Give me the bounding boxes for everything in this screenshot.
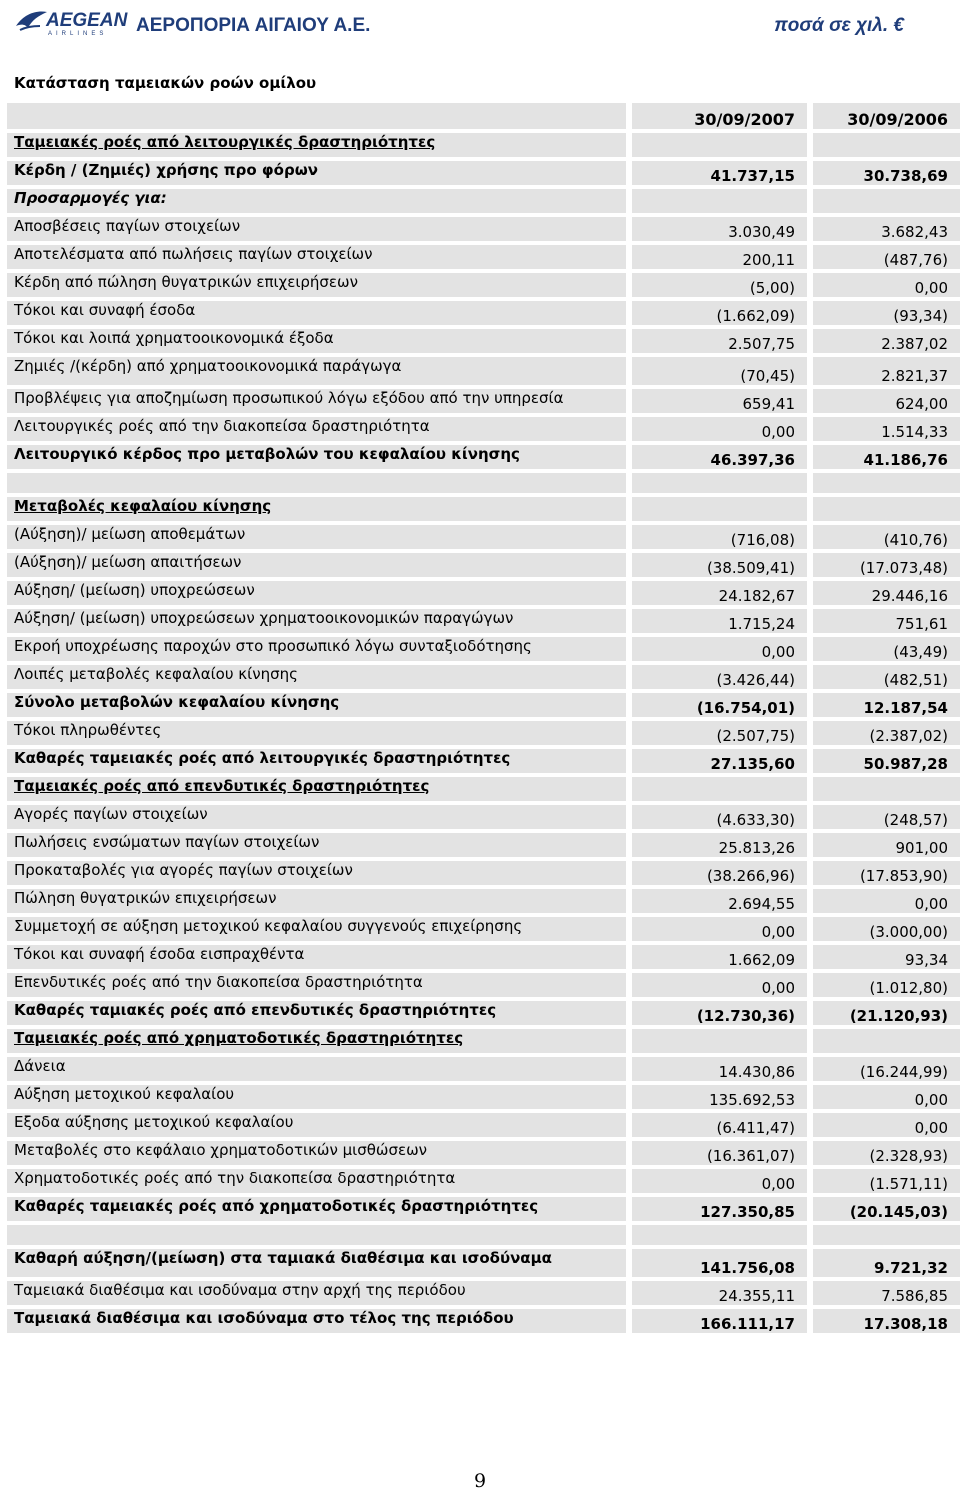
value-2006: (3.000,00) <box>813 917 960 941</box>
table-row <box>7 1249 960 1277</box>
table-row <box>7 1113 960 1137</box>
value-2006: 30.738,69 <box>813 161 960 185</box>
table-row <box>7 945 960 969</box>
table-row <box>7 917 960 941</box>
aegean-logo <box>14 4 128 40</box>
row-label: Μεταβολές κεφαλαίου κίνησης <box>7 497 626 521</box>
cash-flow-table <box>7 99 960 1337</box>
spacer-row <box>7 473 960 493</box>
value-2006: 3.682,43 <box>813 217 960 241</box>
value-2007 <box>632 189 807 213</box>
value-2007: (16.754,01) <box>632 693 807 717</box>
value-2006: (487,76) <box>813 245 960 269</box>
value-2006: (17.853,90) <box>813 861 960 885</box>
table-row <box>7 581 960 605</box>
row-label: Αύξηση μετοχικού κεφαλαίου <box>7 1085 626 1109</box>
value-2006: 2.387,02 <box>813 329 960 353</box>
row-label: Αγορές παγίων στοιχείων <box>7 805 626 829</box>
row-label: Ταμειακά διαθέσιμα και ισοδύναμα στην αρχή της περιόδου <box>7 1281 626 1305</box>
value-2006: (410,76) <box>813 525 960 549</box>
row-label: Καθαρή αύξηση/(μείωση) στα ταμιακά διαθέσιμα και ισοδύναμα <box>7 1249 626 1277</box>
row-label: Λειτουργικό κέρδος προ μεταβολών του κεφαλαίου κίνησης <box>7 445 626 469</box>
row-label: Αύξηση/ (μείωση) υποχρεώσεων χρηματοοικονομικών παραγώγων <box>7 609 626 633</box>
table-row <box>7 525 960 549</box>
value-2007: 46.397,36 <box>632 445 807 469</box>
table-row <box>7 861 960 885</box>
row-label: Εκροή υποχρέωσης παροχών στο προσωπικό λόγω συνταξιοδότησης <box>7 637 626 661</box>
value-2006 <box>813 497 960 521</box>
table-row <box>7 1057 960 1081</box>
table-row <box>7 1169 960 1193</box>
value-2006: 50.987,28 <box>813 749 960 773</box>
value-2006: (1.012,80) <box>813 973 960 997</box>
table-row <box>7 389 960 413</box>
value-2006 <box>813 1225 960 1245</box>
value-2006: 41.186,76 <box>813 445 960 469</box>
row-label <box>7 1225 626 1245</box>
row-label: Πώληση θυγατρικών επιχειρήσεων <box>7 889 626 913</box>
value-2007: 0,00 <box>632 637 807 661</box>
row-label: Τόκοι και συναφή έσοδα <box>7 301 626 325</box>
value-2007: 25.813,26 <box>632 833 807 857</box>
value-2007: 659,41 <box>632 389 807 413</box>
value-2007: 24.355,11 <box>632 1281 807 1305</box>
table-row <box>7 889 960 913</box>
value-2006: (17.073,48) <box>813 553 960 577</box>
value-2007: (716,08) <box>632 525 807 549</box>
value-2007: (5,00) <box>632 273 807 297</box>
row-label: Τόκοι και συναφή έσοδα εισπραχθέντα <box>7 945 626 969</box>
value-2007: (4.633,30) <box>632 805 807 829</box>
row-label: Ταμειακές ροές από χρηματοδοτικές δραστηριότητες <box>7 1029 626 1053</box>
table-row <box>7 133 960 157</box>
row-label: Αποτελέσματα από πωλήσεις παγίων στοιχείων <box>7 245 626 269</box>
value-2007: 135.692,53 <box>632 1085 807 1109</box>
value-2007: (38.266,96) <box>632 861 807 885</box>
value-2007: 1.662,09 <box>632 945 807 969</box>
value-2006: 17.308,18 <box>813 1309 960 1333</box>
row-label: Λοιπές μεταβολές κεφαλαίου κίνησης <box>7 665 626 689</box>
row-label: Τόκοι πληρωθέντες <box>7 721 626 745</box>
row-label: Καθαρές ταμιακές ροές από επενδυτικές δραστηριότητες <box>7 1001 626 1025</box>
table-row <box>7 749 960 773</box>
value-2007: (70,45) <box>632 357 807 385</box>
table-row <box>7 721 960 745</box>
value-2006: 30/09/2006 <box>813 103 960 129</box>
table-row <box>7 417 960 441</box>
table-row <box>7 1197 960 1221</box>
logo-subtitle: AIRLINES <box>48 31 108 37</box>
value-2007: 0,00 <box>632 917 807 941</box>
amount-unit: ποσά σε χιλ. € <box>774 15 904 36</box>
table-row <box>7 1085 960 1109</box>
table-row <box>7 1029 960 1053</box>
value-2007: (1.662,09) <box>632 301 807 325</box>
value-2006: 12.187,54 <box>813 693 960 717</box>
value-2007 <box>632 1029 807 1053</box>
value-2007 <box>632 473 807 493</box>
value-2007: (38.509,41) <box>632 553 807 577</box>
row-label: (Αύξηση)/ μείωση απαιτήσεων <box>7 553 626 577</box>
table-row <box>7 833 960 857</box>
table-row <box>7 161 960 185</box>
table-row <box>7 445 960 469</box>
value-2007: (16.361,07) <box>632 1141 807 1165</box>
value-2006: (2.328,93) <box>813 1141 960 1165</box>
table-row <box>7 357 960 385</box>
value-2006: 0,00 <box>813 889 960 913</box>
logo-text: AEGEAN <box>46 10 128 31</box>
table-row <box>7 1281 960 1305</box>
table-row <box>7 301 960 325</box>
value-2007: 141.756,08 <box>632 1249 807 1277</box>
table-row <box>7 245 960 269</box>
value-2007: 3.030,49 <box>632 217 807 241</box>
row-label: Λειτουργικές ροές από την διακοπείσα δραστηριότητα <box>7 417 626 441</box>
value-2007 <box>632 777 807 801</box>
table-row <box>7 1001 960 1025</box>
row-label <box>7 103 626 129</box>
value-2007 <box>632 1225 807 1245</box>
value-2007: 27.135,60 <box>632 749 807 773</box>
value-2006: 2.821,37 <box>813 357 960 385</box>
page-header <box>0 0 960 48</box>
value-2006 <box>813 1029 960 1053</box>
row-label: Κέρδη από πώληση θυγατρικών επιχειρήσεων <box>7 273 626 297</box>
row-label: Μεταβολές στο κεφάλαιο χρηματοδοτικών μισθώσεων <box>7 1141 626 1165</box>
value-2006: 624,00 <box>813 389 960 413</box>
value-2007: 127.350,85 <box>632 1197 807 1221</box>
value-2006: (482,51) <box>813 665 960 689</box>
row-label: Ταμειακές ροές από επενδυτικές δραστηριότητες <box>7 777 626 801</box>
value-2006: (2.387,02) <box>813 721 960 745</box>
value-2007: 1.715,24 <box>632 609 807 633</box>
table-row <box>7 637 960 661</box>
value-2006 <box>813 189 960 213</box>
value-2007: (6.411,47) <box>632 1113 807 1137</box>
table-row <box>7 777 960 801</box>
value-2007 <box>632 133 807 157</box>
row-label: Προκαταβολές για αγορές παγίων στοιχείων <box>7 861 626 885</box>
row-label: Κέρδη / (Ζημιές) χρήσης προ φόρων <box>7 161 626 185</box>
value-2006: (248,57) <box>813 805 960 829</box>
row-label: Καθαρές ταμειακές ροές από χρηματοδοτικές δραστηριότητες <box>7 1197 626 1221</box>
bird-icon <box>14 4 48 38</box>
table-row <box>7 553 960 577</box>
value-2007: (2.507,75) <box>632 721 807 745</box>
value-2007: 2.694,55 <box>632 889 807 913</box>
value-2006 <box>813 133 960 157</box>
value-2006: 93,34 <box>813 945 960 969</box>
value-2006: 901,00 <box>813 833 960 857</box>
table-row <box>7 273 960 297</box>
value-2007: 2.507,75 <box>632 329 807 353</box>
value-2006: 9.721,32 <box>813 1249 960 1277</box>
value-2007: 0,00 <box>632 1169 807 1193</box>
table-row <box>7 189 960 213</box>
table-row <box>7 805 960 829</box>
value-2007: 166.111,17 <box>632 1309 807 1333</box>
row-label: Επενδυτικές ροές από την διακοπείσα δραστηριότητα <box>7 973 626 997</box>
value-2006: 1.514,33 <box>813 417 960 441</box>
value-2007: 0,00 <box>632 973 807 997</box>
table-row <box>7 329 960 353</box>
value-2007: 200,11 <box>632 245 807 269</box>
row-label: Προσαρμογές για: <box>7 189 626 213</box>
row-label: Ταμειακές ροές από λειτουργικές δραστηριότητες <box>7 133 626 157</box>
value-2006 <box>813 473 960 493</box>
table-row <box>7 1309 960 1333</box>
value-2006: (93,34) <box>813 301 960 325</box>
value-2006: 751,61 <box>813 609 960 633</box>
value-2007: 24.182,67 <box>632 581 807 605</box>
column-header-row <box>7 103 960 129</box>
table-row <box>7 1141 960 1165</box>
row-label: Συμμετοχή σε αύξηση μετοχικού κεφαλαίου συγγενούς επιχείρησης <box>7 917 626 941</box>
row-label: Καθαρές ταμειακές ροές από λειτουργικές δραστηριότητες <box>7 749 626 773</box>
value-2006: 7.586,85 <box>813 1281 960 1305</box>
value-2006: (20.145,03) <box>813 1197 960 1221</box>
row-label: Τόκοι και λοιπά χρηματοοικονομικά έξοδα <box>7 329 626 353</box>
row-label: Ταμειακά διαθέσιμα και ισοδύναμα στο τέλος της περιόδου <box>7 1309 626 1333</box>
table-row <box>7 217 960 241</box>
value-2007: 30/09/2007 <box>632 103 807 129</box>
row-label: (Αύξηση)/ μείωση αποθεμάτων <box>7 525 626 549</box>
value-2007: 41.737,15 <box>632 161 807 185</box>
table-row <box>7 665 960 689</box>
value-2006: 29.446,16 <box>813 581 960 605</box>
value-2006: (43,49) <box>813 637 960 661</box>
row-label: Πωλήσεις ενσώματων παγίων στοιχείων <box>7 833 626 857</box>
value-2007: 0,00 <box>632 417 807 441</box>
table-row <box>7 609 960 633</box>
row-label: Ζημιές /(κέρδη) από χρηματοοικονομικά παράγωγα <box>7 357 626 385</box>
value-2007: 14.430,86 <box>632 1057 807 1081</box>
value-2006: 0,00 <box>813 1113 960 1137</box>
table-row <box>7 693 960 717</box>
value-2006: (16.244,99) <box>813 1057 960 1081</box>
value-2007 <box>632 497 807 521</box>
row-label: Χρηματοδοτικές ροές από την διακοπείσα δραστηριότητα <box>7 1169 626 1193</box>
value-2007: (3.426,44) <box>632 665 807 689</box>
value-2006: (21.120,93) <box>813 1001 960 1025</box>
value-2006: 0,00 <box>813 1085 960 1109</box>
page-number: 9 <box>473 1470 487 1492</box>
value-2007: (12.730,36) <box>632 1001 807 1025</box>
row-label: Δάνεια <box>7 1057 626 1081</box>
row-label: Προβλέψεις για αποζημίωση προσωπικού λόγω εξόδου από την υπηρεσία <box>7 389 626 413</box>
statement-title: Κατάσταση ταμειακών ροών ομίλου <box>14 74 317 92</box>
value-2006: (1.571,11) <box>813 1169 960 1193</box>
company-name: ΑΕΡΟΠΟΡΙΑ ΑΙΓΑΙΟΥ Α.Ε. <box>136 15 371 36</box>
row-label: Αποσβέσεις παγίων στοιχείων <box>7 217 626 241</box>
table-row <box>7 497 960 521</box>
value-2006: 0,00 <box>813 273 960 297</box>
row-label: Εξοδα αύξησης μετοχικού κεφαλαίου <box>7 1113 626 1137</box>
spacer-row <box>7 1225 960 1245</box>
value-2006 <box>813 777 960 801</box>
row-label <box>7 473 626 493</box>
row-label: Σύνολο μεταβολών κεφαλαίου κίνησης <box>7 693 626 717</box>
row-label: Αύξηση/ (μείωση) υποχρεώσεων <box>7 581 626 605</box>
table-row <box>7 973 960 997</box>
